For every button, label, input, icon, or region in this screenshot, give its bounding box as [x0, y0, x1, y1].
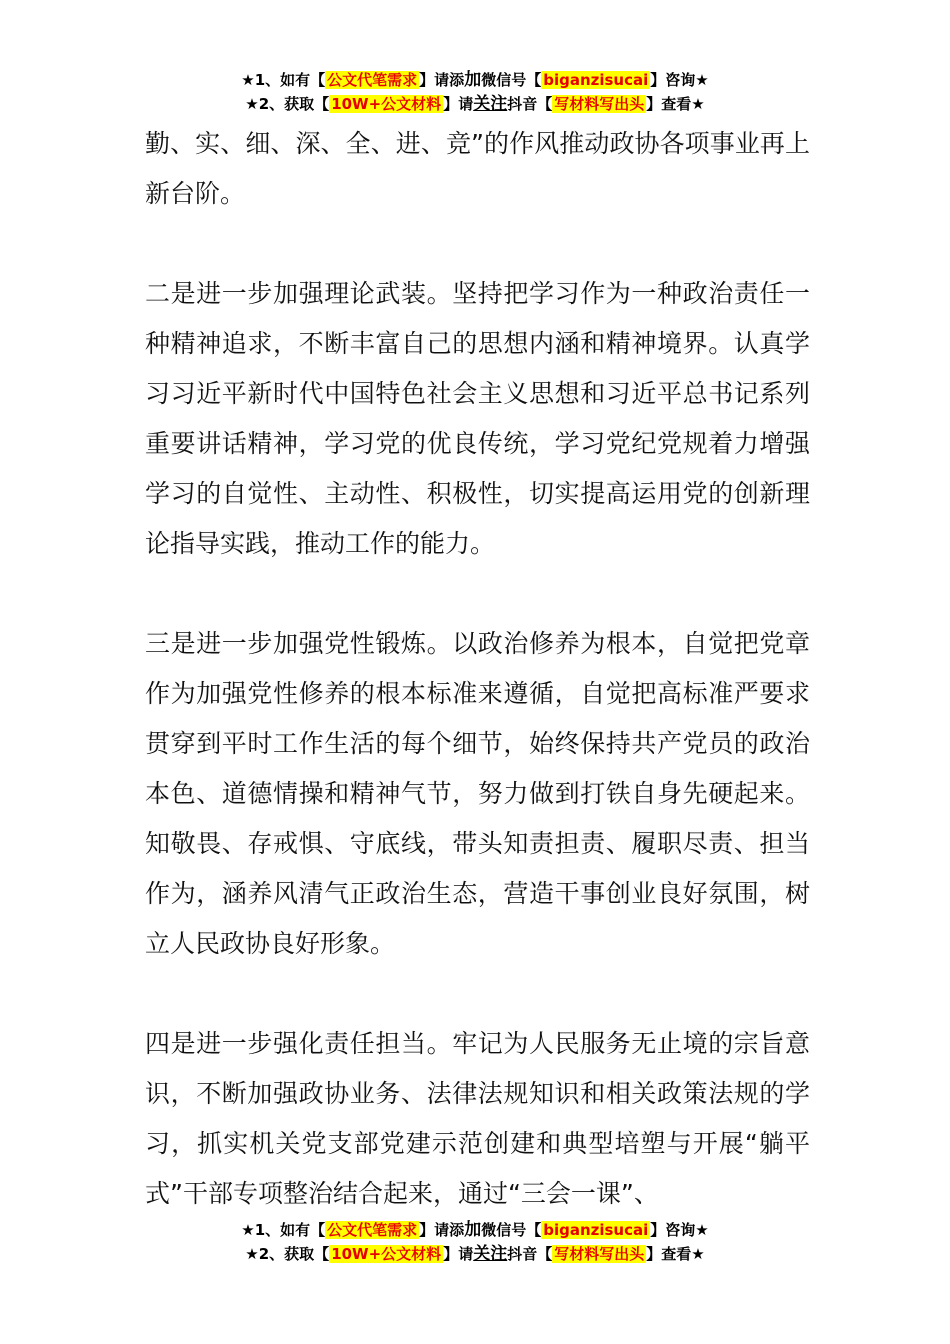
banner-text: 】请添: [419, 1221, 465, 1239]
highlight-materials: 10W+公文材料: [331, 95, 442, 113]
banner-emphasis: 关注: [473, 1244, 508, 1264]
highlight-materials: 10W+公文材料: [331, 1245, 442, 1263]
paragraph: 勤、实、细、深、全、进、竞”的作风推动政协各项事业再上新台阶。: [145, 129, 810, 208]
highlight-service: 公文代笔需求: [327, 71, 418, 89]
banner-line-2: [0, 92, 950, 116]
banner-text: 】咨询★: [650, 1221, 709, 1239]
banner-text: 】请: [443, 1245, 474, 1263]
paragraph: 四是进一步强化责任担当。牢记为人民服务无止境的宗旨意识，不断加强政协业务、法律法规知识和相关政策法规的学习，抓实机关党支部党建示范创建和典型培塑与开展“躺平式”干部专项整治结合起来，通过“三会一课”、: [145, 1029, 810, 1208]
banner-emphasis: 加: [464, 70, 482, 90]
header-banner: [0, 68, 950, 116]
banner-line-1: [0, 68, 950, 92]
document-body: [145, 119, 810, 1219]
banner-text: 】请: [443, 95, 474, 113]
highlight-service: 公文代笔需求: [327, 1221, 418, 1239]
banner-text: 微信号【: [481, 1221, 542, 1239]
banner-emphasis: 关注: [473, 94, 508, 114]
banner-text: 抖音【: [507, 95, 553, 113]
banner-text: 抖音【: [507, 1245, 553, 1263]
banner-text: 】请添: [419, 71, 465, 89]
footer-banner: [0, 1218, 950, 1266]
banner-text: ★2、获取【: [245, 95, 330, 113]
banner-text: ★1、如有【: [241, 71, 326, 89]
banner-text: 】查看★: [646, 1245, 705, 1263]
banner-line-1: [0, 1218, 950, 1242]
banner-text: 】咨询★: [650, 71, 709, 89]
paragraph: 三是进一步加强党性锻炼。以政治修养为根本，自觉把党章作为加强党性修养的根本标准来遵循，自觉把高标准严要求贯穿到平时工作生活的每个细节，始终保持共产党员的政治本色、道德情操和精神气节，努力做到打铁自身先硬起来。知敬畏、存戒惧、守底线，带头知责担责、履职尽责、担当作为，涵养风清气正政治生态，营造干事创业良好氛围，树立人民政协良好形象。: [145, 629, 810, 958]
highlight-wechat-id: biganzisucai: [543, 1221, 649, 1239]
paragraph: 二是进一步加强理论武装。坚持把学习作为一种政治责任一种精神追求，不断丰富自己的思想内涵和精神境界。认真学习习近平新时代中国特色社会主义思想和习近平总书记系列重要讲话精神，学习党的优良传统，学习党纪党规着力增强学习的自觉性、主动性、积极性，切实提高运用党的创新理论指导实践，推动工作的能力。: [145, 279, 810, 558]
banner-text: 微信号【: [481, 71, 542, 89]
banner-emphasis: 加: [464, 1220, 482, 1240]
highlight-wechat-id: biganzisucai: [543, 71, 649, 89]
banner-text: 】查看★: [646, 95, 705, 113]
banner-line-2: [0, 1242, 950, 1266]
highlight-douyin: 写材料写出头: [554, 1245, 645, 1263]
banner-text: ★2、获取【: [245, 1245, 330, 1263]
banner-text: ★1、如有【: [241, 1221, 326, 1239]
highlight-douyin: 写材料写出头: [554, 95, 645, 113]
